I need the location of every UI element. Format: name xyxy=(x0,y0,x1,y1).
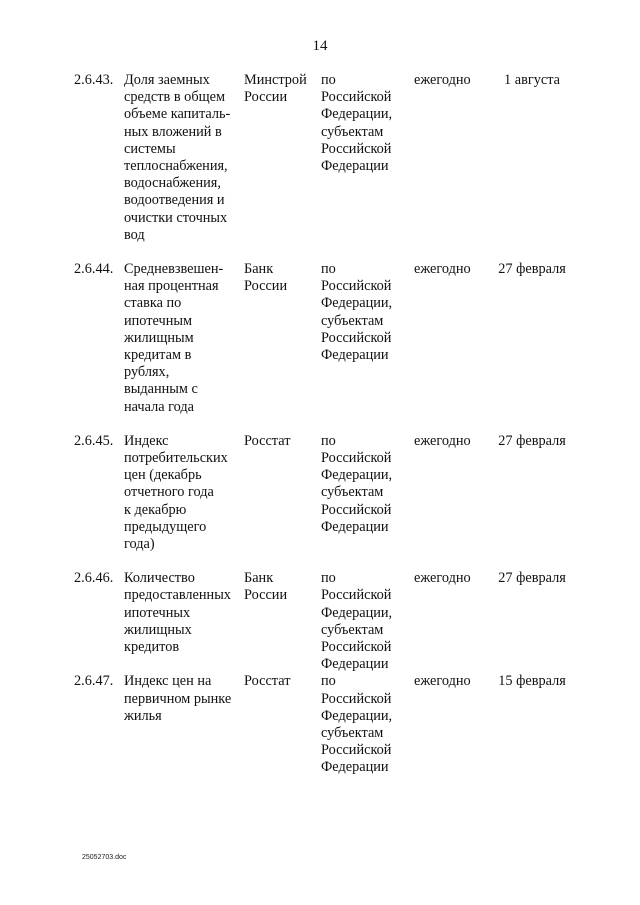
reporting-level: по Российской Федерации, субъектам Российской Федерации xyxy=(321,673,393,776)
deadline: 27 февраля xyxy=(498,570,566,587)
row-number: 2.6.46. xyxy=(74,570,114,587)
table-row xyxy=(0,261,640,416)
indicator-table xyxy=(0,72,640,776)
deadline: 1 августа xyxy=(504,72,560,88)
responsible-agency: Росстат xyxy=(244,673,291,690)
indicator-name: Средневзвешен- ная процентная ставка по ипотечным жилищным кредитам в рублях, выданным с начала года xyxy=(124,261,224,415)
indicator-name: Индекс цен на первичном рынке жилья xyxy=(124,673,232,724)
table-row xyxy=(0,433,640,553)
indicator-name: Доля заемных средств в общем объеме капиталь- ных вложений в системы теплоснабжения, водоснабжения, водоотведения и очистки сточных вод xyxy=(124,72,231,243)
frequency: ежегодно xyxy=(414,673,471,690)
deadline: 27 февраля xyxy=(498,432,566,449)
responsible-agency: Банк России xyxy=(244,261,288,295)
frequency: ежегодно xyxy=(414,261,471,278)
reporting-level: по Российской Федерации, субъектам Российской Федерации xyxy=(321,261,393,364)
page-number: 14 xyxy=(312,38,328,54)
reporting-level: по Российской Федерации, субъектам Российской Федерации xyxy=(321,72,393,175)
responsible-agency: Банк России xyxy=(244,570,288,604)
file-code: 25052703.doc xyxy=(82,854,127,861)
responsible-agency: Росстат xyxy=(244,432,291,449)
deadline: 27 февраля xyxy=(498,261,566,278)
row-number: 2.6.44. xyxy=(74,261,114,278)
reporting-level: по Российской Федерации, субъектам Российской Федерации xyxy=(321,570,393,673)
reporting-level: по Российской Федерации, субъектам Российской Федерации xyxy=(321,432,393,535)
frequency: ежегодно xyxy=(414,570,471,587)
responsible-agency: Минстрой России xyxy=(244,72,307,106)
indicator-name: Количество предоставленных ипотечных жилищных кредитов xyxy=(124,570,231,656)
table-row xyxy=(0,673,640,776)
deadline: 15 февраля xyxy=(498,673,566,690)
row-number: 2.6.45. xyxy=(74,432,114,449)
row-number: 2.6.43. xyxy=(74,72,114,88)
indicator-name: Индекс потребительских цен (декабрь отчетного года к декабрю предыдущего года) xyxy=(124,432,228,553)
row-number: 2.6.47. xyxy=(74,673,114,690)
frequency: ежегодно xyxy=(414,72,471,88)
table-row xyxy=(0,570,640,673)
frequency: ежегодно xyxy=(414,432,471,449)
table-row xyxy=(0,72,640,244)
